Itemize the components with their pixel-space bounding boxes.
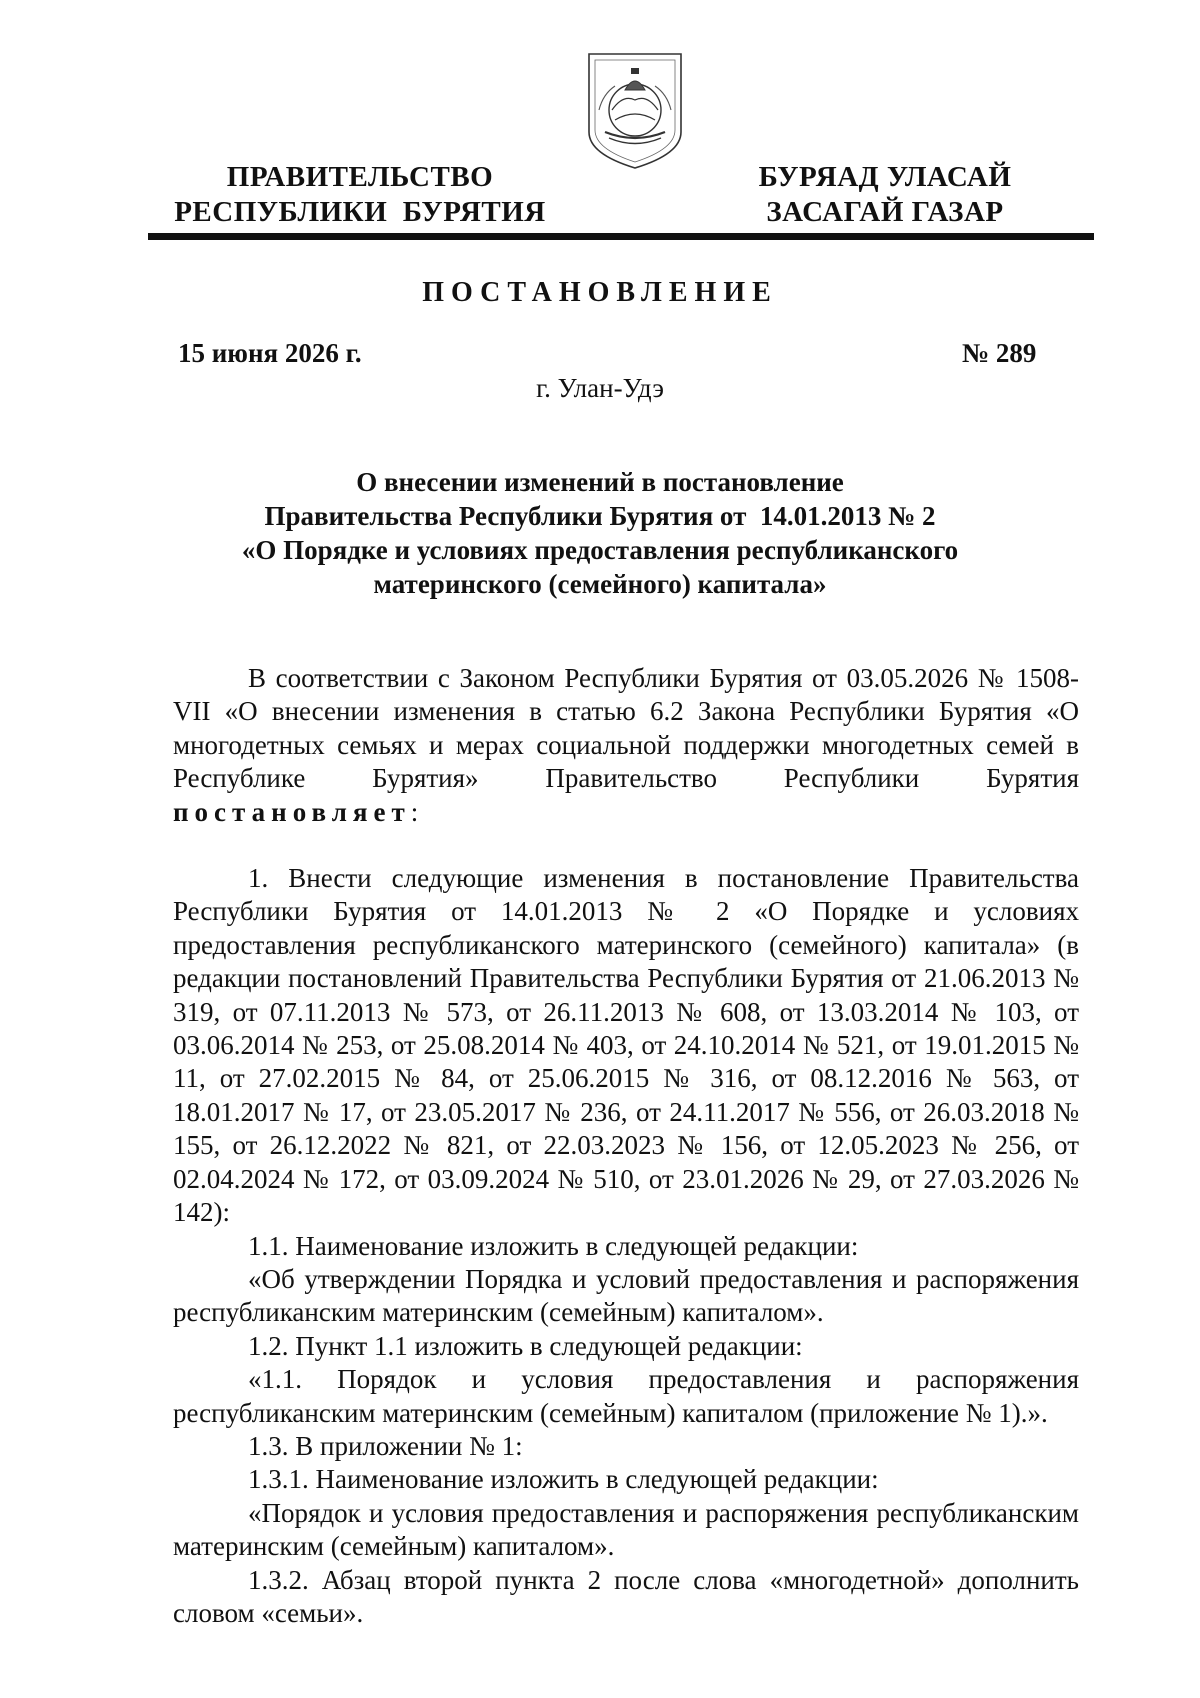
body-paragraph: 1. Внести следующие изменения в постановление Правительства Республики Бурятия от 14.01.2013 № 2 «О Порядке и условиях предоставления республиканского материнского (семейного) капитала» (в редакции постановлений Правительства Республики Бурятия от 21.06.2013 № 319, от 07.11.2013 № 573, от 26.11.2013 № 608, от 13.03.2014 № 103, от 03.06.2014 № 253, от 25.08.2014 № 403, от 24.10.2014 № 521, от 19.01.2015 № 11, от 27.02.2015 № 84, от 25.06.2015 № 316, от 08.12.2016 № 563, от 18.01.2017 № 17, от 23.05.2017 № 236, от 24.11.2017 № 556, от 26.03.2018 № 155, от 26.12.2022 № 821, от 22.03.2023 № 156, от 12.05.2023 № 256, от 02.04.2024 № 172, от 03.09.2024 № 510, от 23.01.2026 № 29, от 27.03.2026 № 142): (173, 863, 1079, 1228)
body-paragraph: «1.1. Порядок и условия предоставления и распоряжения республиканским материнским (семейным) капиталом (приложение № 1).». (173, 1364, 1079, 1428)
body-paragraph: 1.1. Наименование изложить в следующей редакции: (248, 1230, 859, 1261)
title-line: Правительства Республики Бурятия от 14.01.2013 № 2 (264, 501, 936, 531)
preamble-text: В соответствии с Законом Республики Бурятия от 03.05.2026 № 1508-VII «О внесении изменения в статью 6.2 Закона Республики Бурятия «О многодетных семьях и мерах социальной поддержки многодетных семей в Республике Бурятия» Правительство Республики Бурятия (173, 663, 1079, 794)
document-date: 15 июня 2026 г. (178, 338, 362, 368)
org-line: ПРАВИТЕЛЬСТВО (226, 161, 494, 193)
document-city: г. Улан-Удэ (536, 373, 664, 403)
title-line: «О Порядке и условиях предоставления республиканского (241, 535, 959, 565)
body-paragraph: «Порядок и условия предоставления и распоряжения республиканским материнским (семейным) капиталом». (173, 1497, 1079, 1562)
document-title (200, 465, 1000, 601)
body-paragraph: 1.3. В приложении № 1: (248, 1430, 523, 1461)
coat-of-arms-emblem (585, 50, 685, 172)
organization-name-russian (160, 160, 560, 230)
org-line: БУРЯАД УЛАСАЙ (758, 161, 1012, 193)
organization-name-buryat (720, 160, 1050, 230)
org-line: ЗАСАГАЙ ГАЗАР (766, 196, 1004, 228)
preamble-paragraph (173, 662, 1079, 829)
org-line: РЕСПУБЛИКИ БУРЯТИЯ (174, 196, 546, 228)
document-body (173, 662, 1079, 1630)
body-paragraph: 1.3.2. Абзац второй пункта 2 после слова «многодетной» дополнить словом «семьи». (173, 1564, 1079, 1628)
title-line: материнского (семейного) капитала» (373, 569, 827, 599)
body-paragraph: 1.3.1. Наименование изложить в следующей редакции: (248, 1464, 879, 1495)
body-paragraph: 1.2. Пункт 1.1 изложить в следующей редакции: (248, 1330, 803, 1361)
preamble-emphasis: постановляет (173, 796, 411, 827)
header-divider (148, 233, 1094, 240)
title-line: О внесении изменений в постановление (356, 467, 844, 497)
body-paragraph: «Об утверждении Порядка и условий предоставления и распоряжения республиканским материнским (семейным) капиталом». (173, 1263, 1079, 1328)
preamble-end: : (410, 796, 419, 827)
document-number: № 289 (962, 338, 1037, 368)
document-type: ПОСТАНОВЛЕНИЕ (422, 277, 778, 308)
